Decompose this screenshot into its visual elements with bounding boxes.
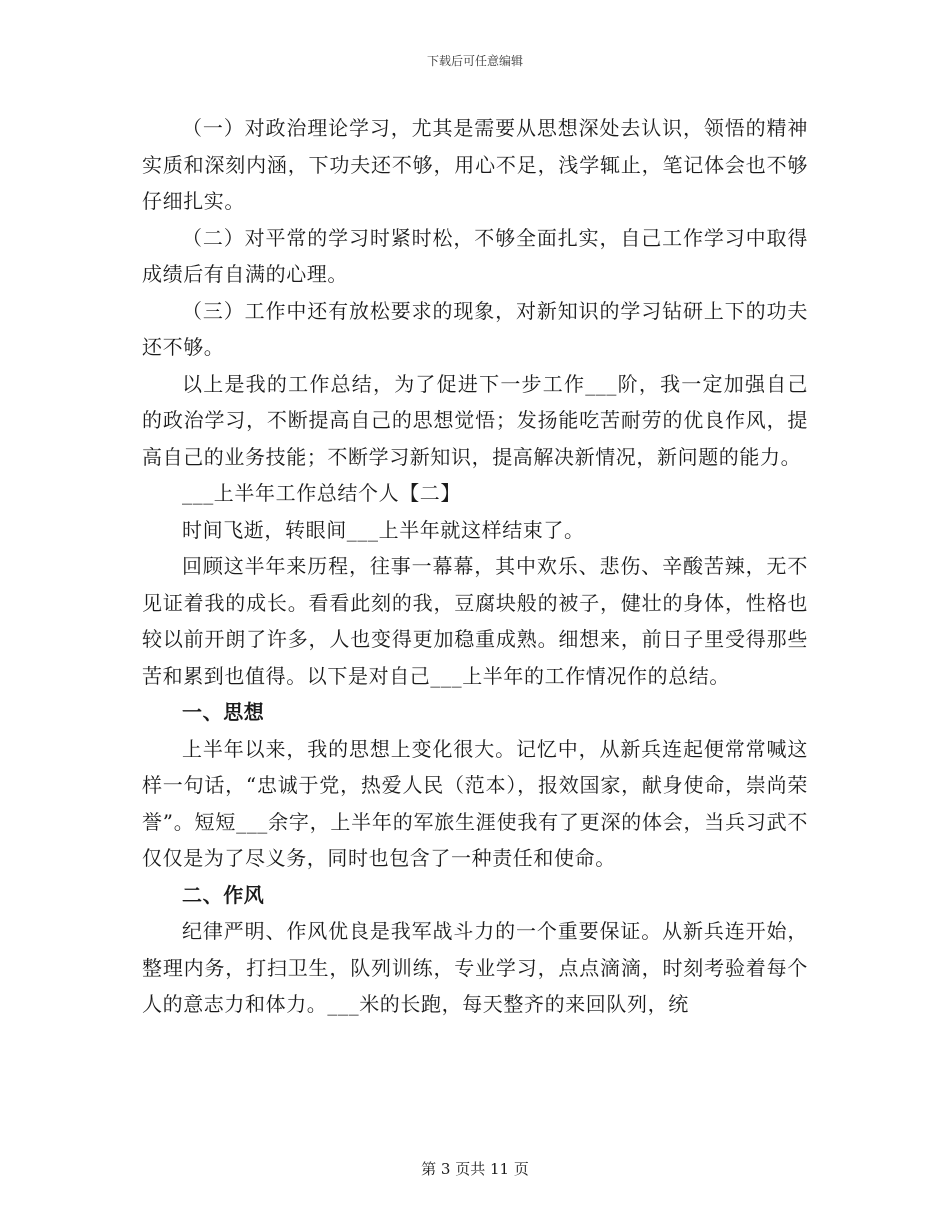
page-header: 下载后可任意编辑 — [426, 54, 523, 68]
heading-thought: 一、思想 — [182, 700, 265, 724]
paragraph-3: （三）工作中还有放松要求的现象，对新知识的学习钻研上下的功夫还不够。 — [142, 298, 808, 359]
paragraph-6: 时间飞逝，转眼间___上半年就这样结束了。 — [182, 517, 585, 542]
paragraph-7: 回顾这半年来历程，往事一幕幕，其中欢乐、悲伤、辛酸苦辣，无不见证着我的成长。看看此刻的我，豆腐块般的被子，健壮的身体，性格也较以前开朗了许多，人也变得更加稳重成熟。细想来，前日子里受得那些苦和累到也值得。以下是对自己___上半年的工作情况作的总结。 — [142, 554, 808, 688]
heading-style: 二、作风 — [182, 882, 265, 907]
paragraph-2: （二）对平常的学习时紧时松，不够全面扎实，自己工作学习中取得成绩后有自满的心理。 — [142, 225, 808, 286]
document-body — [142, 110, 808, 1023]
paragraph-1: （一）对政治理论学习，尤其是需要从思想深处去认识，领悟的精神实质和深刻内涵，下功夫还不够，用心不足，浅学辄止，笔记体会也不够仔细扎实。 — [142, 116, 808, 213]
paragraph-9: 上半年以来，我的思想上变化很大。记忆中，从新兵连起便常常喊这样一句话，“忠诚于党，热爱人民（范本），报效国家，献身使命，崇尚荣誉”。短短___余字，上半年的军旅生涯使我有了更深的体会，当兵习武不仅仅是为了尽义务，同时也包含了一种责任和使命。 — [142, 736, 808, 870]
page-footer: 第 3 页共 11 页 — [421, 1160, 529, 1178]
section-title-2: ___上半年工作总结个人【二】 — [182, 481, 461, 505]
paragraph-11: 纪律严明、作风优良是我军战斗力的一个重要保证。从新兵连开始，整理内务，打扫卫生，队列训练，专业学习，点点滴滴，时刻考验着每个人的意志力和体力。___米的长跑，每天整齐的来回队列，统 — [142, 919, 808, 1016]
paragraph-4: 以上是我的工作总结，为了促进下一步工作___阶，我一定加强自己的政治学习，不断提高自己的思想觉悟；发扬能吃苦耐劳的优良作风，提高自己的业务技能；不断学习新知识，提高解决新情况，新问题的能力。 — [142, 371, 808, 469]
